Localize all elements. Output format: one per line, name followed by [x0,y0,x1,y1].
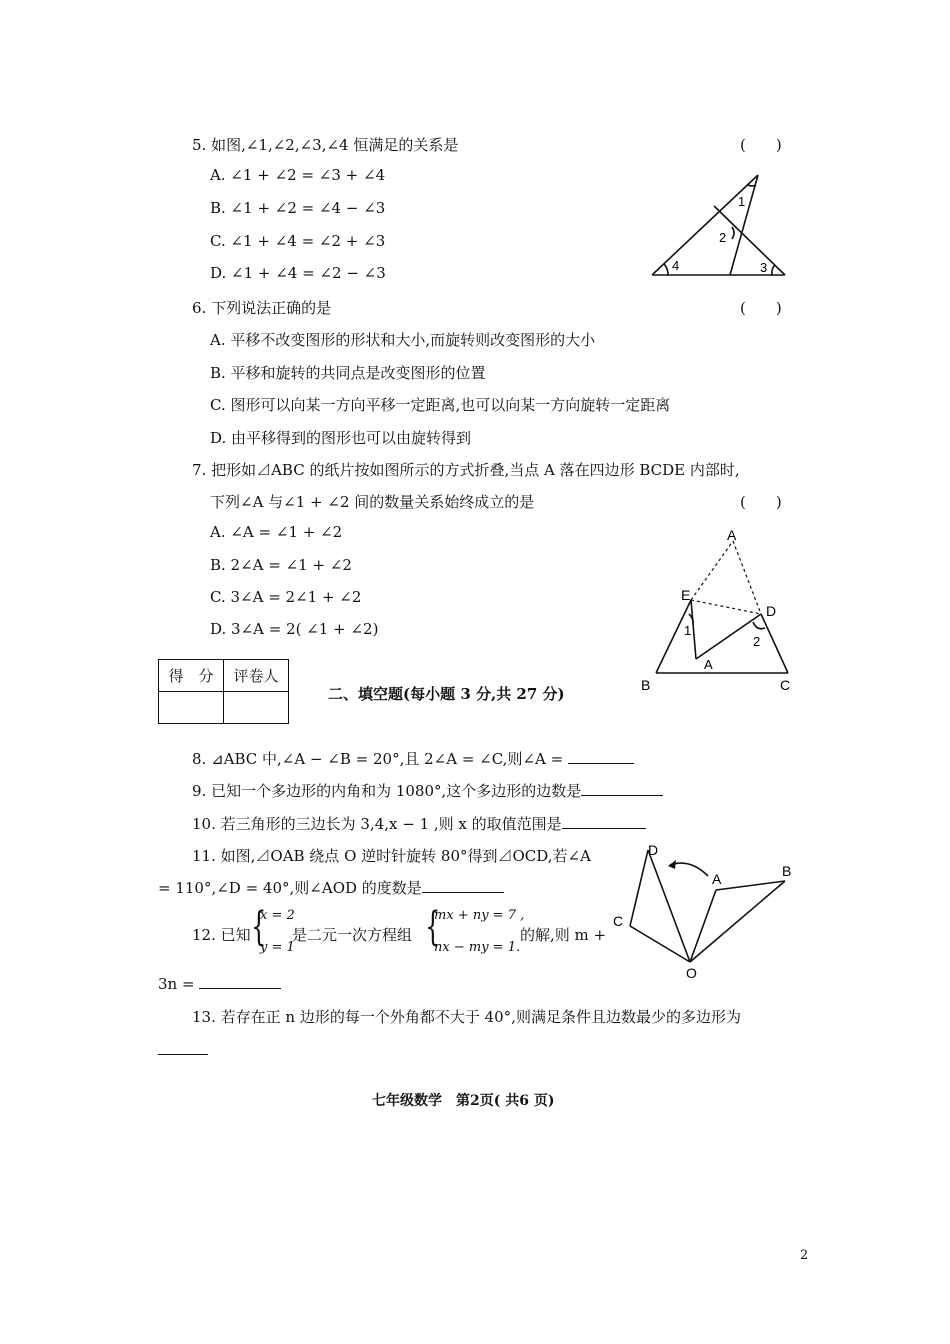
q13-answer-wrap [158,1040,208,1059]
q12-sys1-bottom: y = 1 [260,940,295,955]
section-2-title: 二、填空题(每小题 3 分,共 27 分) [328,685,565,703]
q7-answer-paren: ( ) [740,493,782,511]
q5-fig-label-2: 2 [719,230,727,245]
q11-figure [608,838,798,980]
q11-answer-blank[interactable] [422,878,504,893]
q7-stem-line2: 下列∠A 与∠1 + ∠2 间的数量关系始终成立的是 [210,493,535,511]
q9-line [192,780,663,801]
q13-text: 13. 若存在正 n 边形的每一个外角都不大于 40°,则满足条件且边数最少的多边形为 [192,1008,741,1026]
q6-option-c: C. 图形可以向某一方向平移一定距离,也可以向某一方向旋转一定距离 [210,396,671,414]
q7-option-b: B. 2∠A = ∠1 + ∠2 [210,556,352,574]
q7-fig-label-d: D [766,603,777,619]
q7-fig-label-e: E [681,587,691,603]
q7-fig-label-b: B [641,677,651,693]
q10-text: 10. 若三角形的三边长为 3,4,x − 1 ,则 x 的取值范围是 [192,815,562,833]
q7-stem-line1: 7. 把形如⊿ABC 的纸片按如图所示的方式折叠,当点 A 落在四边形 BCDE 内部时, [192,461,740,479]
q7-option-c: C. 3∠A = 2∠1 + ∠2 [210,588,362,606]
q6-option-d: D. 由平移得到的图形也可以由旋转得到 [210,429,472,447]
q12-line2-wrap [158,974,281,993]
page-number: 2 [800,1248,809,1263]
q5-answer-paren: ( ) [740,136,782,154]
q12-brace-2: { [425,904,441,950]
q11-line1: 11. 如图,⊿OAB 绕点 O 逆时针旋转 80°得到⊿OCD,若∠A [192,847,591,865]
q7-option-a: A. ∠A = ∠1 + ∠2 [210,523,343,541]
q5-fig-label-4: 4 [672,258,680,273]
q12-suffix: 的解,则 m + [520,926,607,944]
q5-option-d: D. ∠1 + ∠4 = ∠2 − ∠3 [210,264,386,282]
score-cell[interactable] [159,692,224,724]
q11-line2: = 110°,∠D = 40°,则∠AOD 的度数是 [158,879,422,897]
q5-option-c: C. ∠1 + ∠4 = ∠2 + ∠3 [210,232,386,250]
q13-answer-blank[interactable] [158,1040,208,1055]
page-footer: 七年级数学 第2页( 共6 页) [372,1093,555,1109]
q6-option-b: B. 平移和旋转的共同点是改变图形的位置 [210,364,486,382]
q10-line [192,813,646,834]
q5-fig-label-1: 1 [738,194,746,209]
grader-header: 评卷人 [224,660,289,692]
q9-text: 9. 已知一个多边形的内角和为 1080°,这个多边形的边数是 [192,782,582,800]
grader-cell[interactable] [224,692,289,724]
q6-stem: 6. 下列说法正确的是 [192,299,332,317]
q8-text: 8. ⊿ABC 中,∠A − ∠B = 20°,且 2∠A = ∠C,则∠A = [192,750,568,768]
q5-figure [640,165,800,285]
score-header: 得 分 [159,660,224,692]
q6-answer-paren: ( ) [740,299,782,317]
q5-option-a: A. ∠1 + ∠2 = ∠3 + ∠4 [210,166,386,184]
q5-option-b: B. ∠1 + ∠2 = ∠4 − ∠3 [210,199,386,217]
q12-sys2-top: mx + ny = 7 , [434,908,525,923]
q7-fig-label-a-top: A [727,527,737,543]
q7-figure [636,524,806,694]
q10-answer-blank[interactable] [562,814,646,829]
q7-fig-label-c: C [780,677,791,693]
q5-stem: 5. 如图,∠1,∠2,∠3,∠4 恒满足的关系是 [192,136,459,154]
q11-fig-label-o: O [686,965,697,980]
q6-option-a: A. 平移不改变图形的形状和大小,而旋转则改变图形的大小 [210,331,596,349]
q7-option-d: D. 3∠A = 2( ∠1 + ∠2) [210,620,379,638]
q11-fig-label-a: A [712,871,722,887]
q12-line2: 3n = [158,975,200,993]
q11-fig-label-d: D [648,842,659,858]
q12-sys2-bottom: nx − my = 1. [434,940,521,955]
q12-middle: 是二元一次方程组 [292,926,413,944]
q12-prefix: 12. 已知 [192,926,251,944]
score-table [158,659,289,724]
q8-line [192,748,634,769]
q12-answer-blank[interactable] [199,974,281,989]
q12-brace-1: { [251,904,267,950]
q12-sys1-top: x = 2 [260,908,295,923]
q11-line2-wrap [158,877,504,898]
q7-fig-label-1: 1 [684,623,692,638]
q8-answer-blank[interactable] [568,749,634,764]
q5-fig-label-3: 3 [760,260,768,275]
q9-answer-blank[interactable] [581,781,663,796]
q7-fig-label-2: 2 [753,634,761,649]
q7-fig-label-a-inner: A [704,657,713,672]
q11-fig-label-b: B [782,863,792,879]
q11-fig-label-c: C [613,913,624,929]
